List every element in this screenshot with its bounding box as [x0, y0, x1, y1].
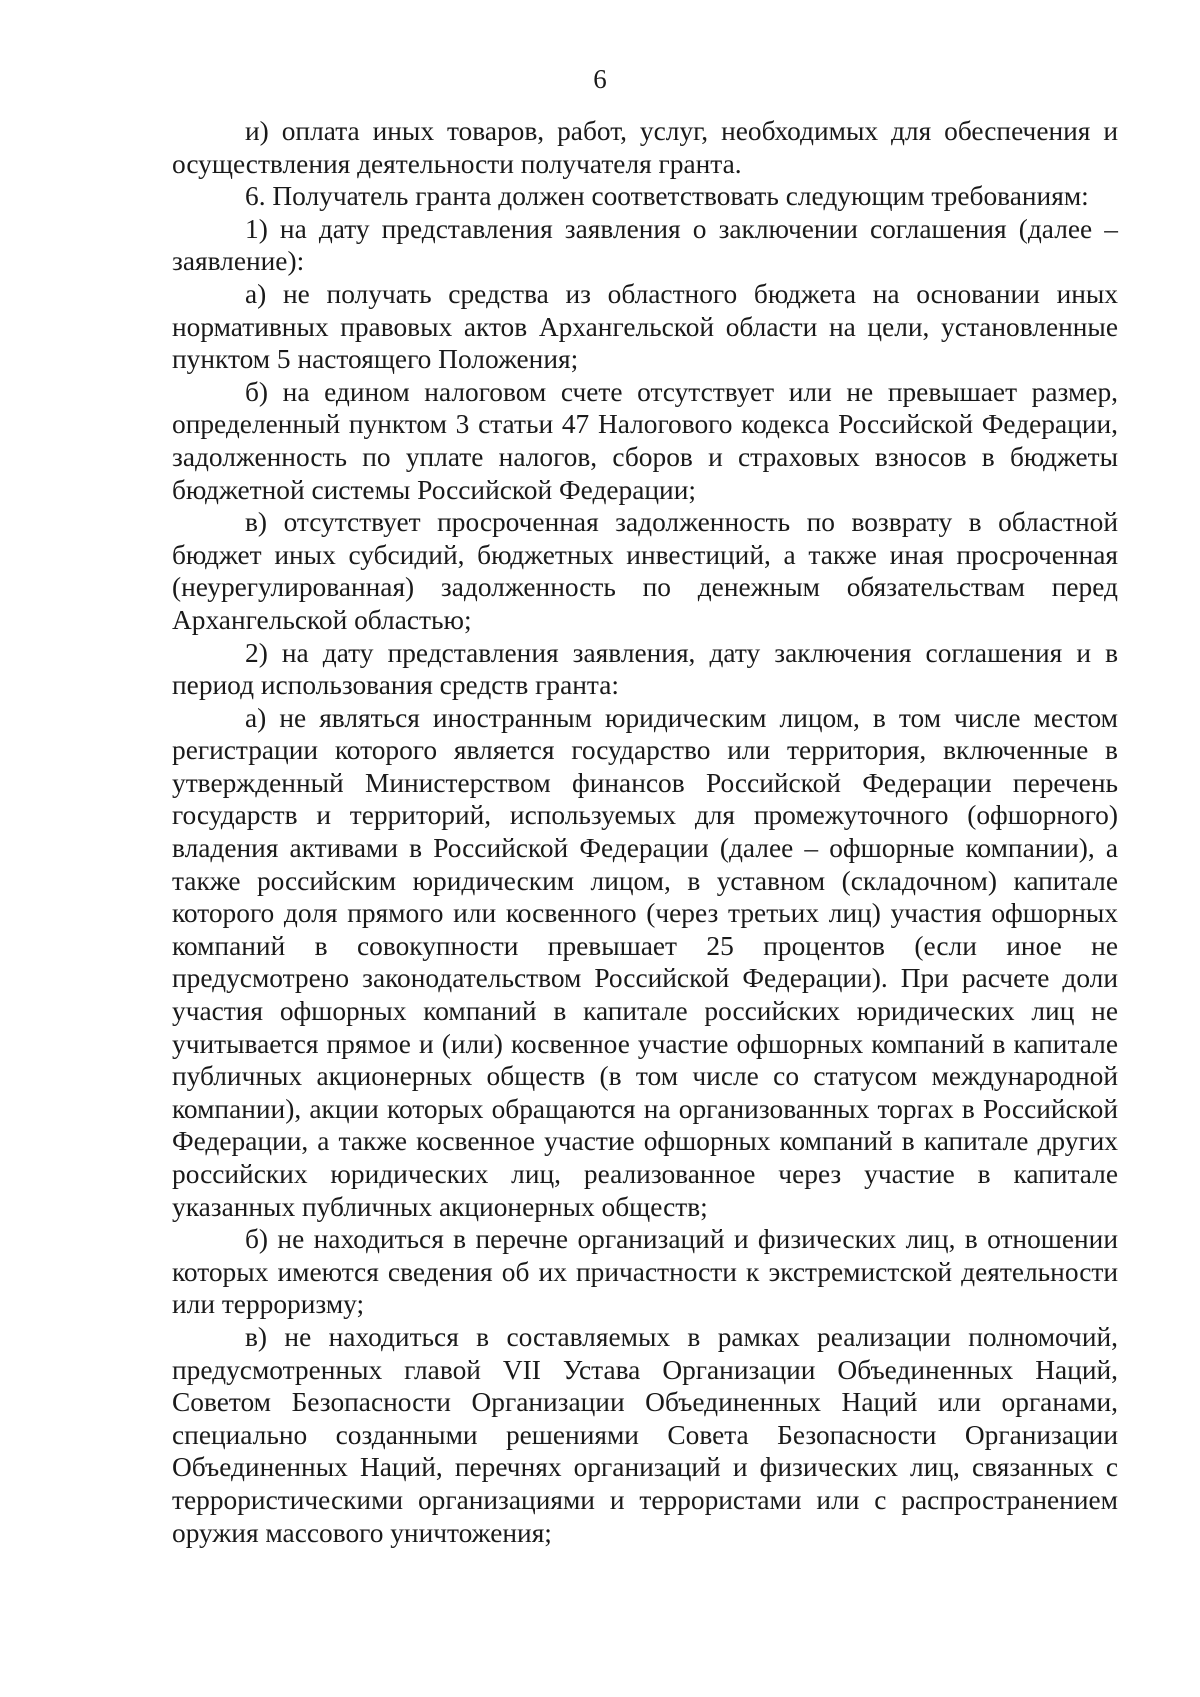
- paragraph-subclause-1a: а) не получать средства из областного бюджета на основании иных нормативных правовых актов Архангельской области на цели, установленные пунктом 5 настоящего Положения;: [172, 278, 1118, 375]
- paragraph-subclause-1b: б) на едином налоговом счете отсутствует или не превышает размер, определенный пунктом 3 статьи 47 Налогового кодекса Российской Федерации, задолженность по уплате налогов, сборов и страховых взносов в бюджеты бюджетной системы Российской Федерации;: [172, 376, 1118, 505]
- paragraph-subclause-2: 2) на дату представления заявления, дату заключения соглашения и в период использования средств гранта:: [172, 637, 1118, 701]
- paragraph-subclause-2b: б) не находиться в перечне организаций и физических лиц, в отношении которых имеются сведения об их причастности к экстремистской деятельности или терроризму;: [172, 1224, 1118, 1320]
- page-number: 6: [593, 64, 607, 94]
- paragraph-subclause-2v: в) не находиться в составляемых в рамках реализации полномочий, предусмотренных главой VII Устава Организации Объединенных Наций, Советом Безопасности Организации Объединенных Наций или органами, специально созданными решениями Совета Безопасности Организации Объединенных Наций, перечнях организаций и физических лиц, связанных с террористическими организациями и террористами или с распространением оружия массового уничтожения;: [172, 1321, 1118, 1548]
- paragraph-clause-6: 6. Получатель гранта должен соответствовать следующим требованиям:: [245, 181, 1089, 212]
- paragraph-subclause-2a: а) не являться иностранным юридическим лицом, в том числе местом регистрации которого является государство или территория, включенные в утвержденный Министерством финансов Российской Федерации перечень государств и территорий, используемых для промежуточного (офшорного) владения активами в Российской Федерации (далее – офшорные компании), а также российским юридическим лицом, в уставном (складочном) капитале которого доля прямого или косвенного (через третьих лиц) участия офшорных компаний в совокупности превышает 25 процентов (если иное не предусмотрено законодательством Российской Федерации). При расчете доли участия офшорных компаний в капитале российских юридических лиц не учитывается прямое и (или) косвенное участие офшорных компаний в капитале публичных акционерных обществ (в том числе со статусом международной компании), акции которых обращаются на организованных торгах в Российской Федерации, а также косвенное участие офшорных компаний в капитале других российских юридических лиц, реализованное через участие в капитале указанных публичных акционерных обществ;: [172, 702, 1118, 1222]
- paragraph-subclause-1v: в) отсутствует просроченная задолженность по возврату в областной бюджет иных субсидий, бюджетных инвестиций, а также иная просроченная (неурегулированная) задолженность по денежным обязательствам перед Архангельской областью;: [172, 507, 1118, 635]
- paragraph-subclause-1: 1) на дату представления заявления о заключении соглашения (далее – заявление):: [172, 213, 1118, 277]
- paragraph-item-i: и) оплата иных товаров, работ, услуг, необходимых для обеспечения и осуществления деятельности получателя гранта.: [172, 116, 1118, 179]
- document-body: [172, 115, 1118, 1549]
